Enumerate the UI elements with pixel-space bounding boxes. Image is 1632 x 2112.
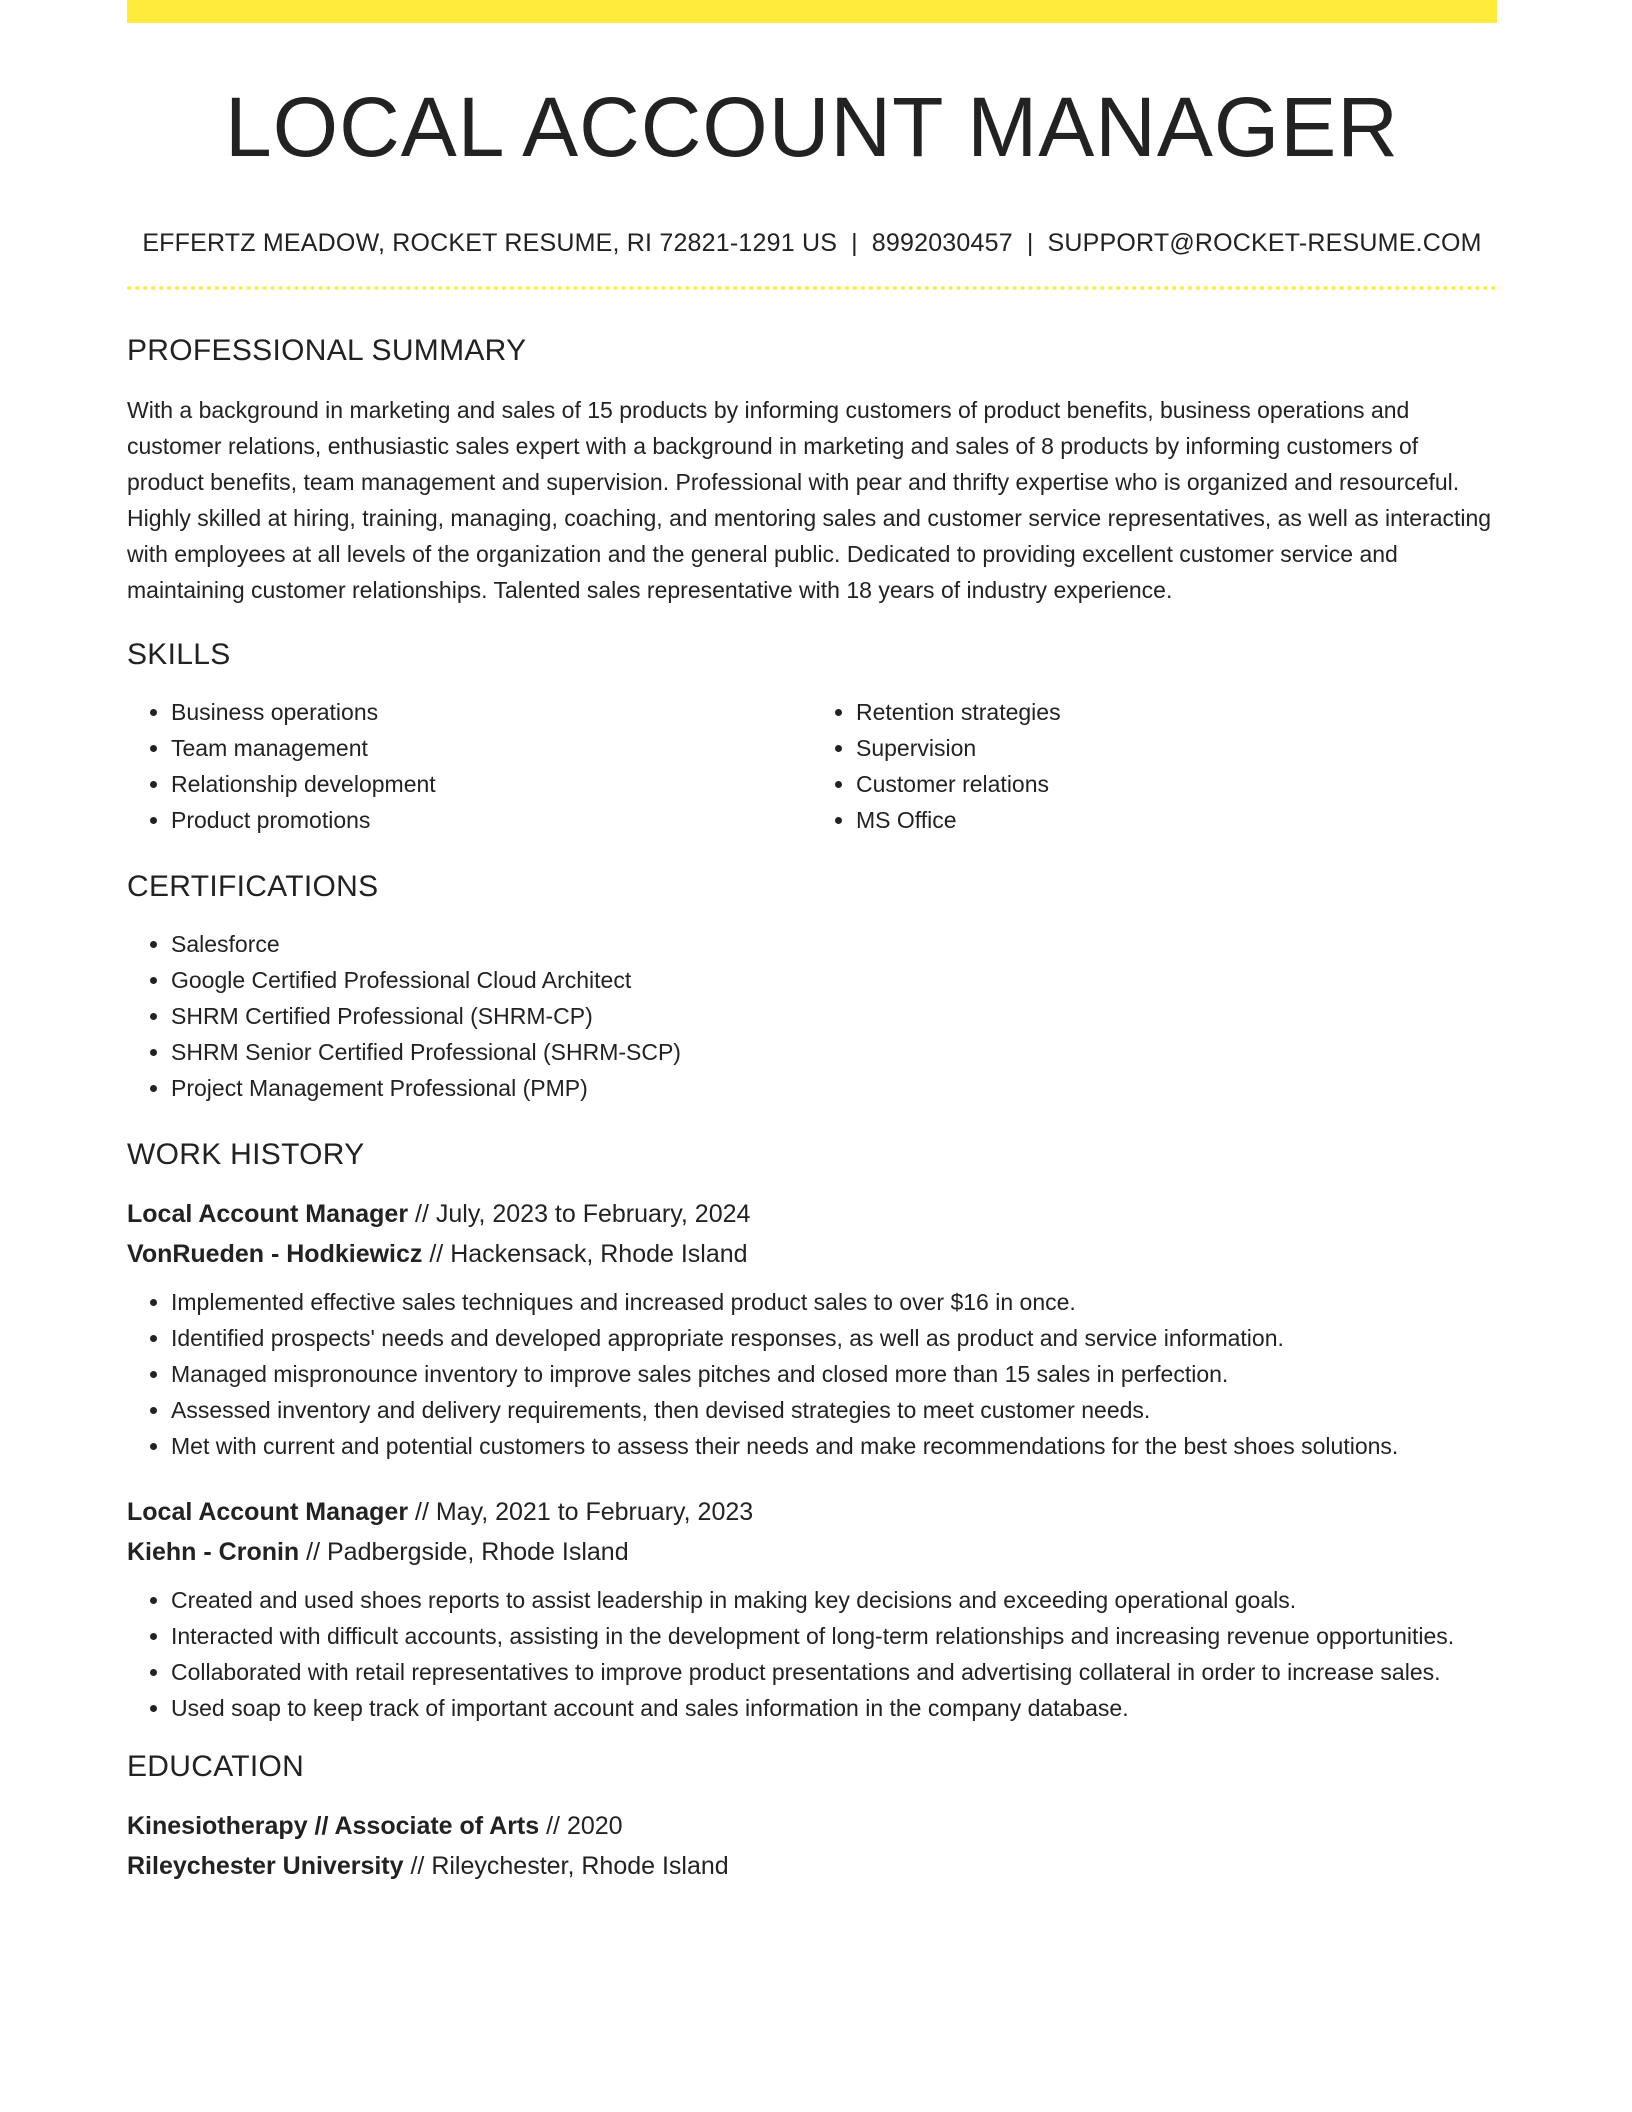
contact-line [127, 229, 1497, 258]
certification-item: • Google Certified Professional Cloud Architect [171, 962, 1497, 998]
job-dates: // July, 2023 to February, 2024 [408, 1200, 751, 1228]
job-entry [127, 1194, 1497, 1464]
job-company: VonRueden - Hodkiewicz [127, 1240, 423, 1268]
education-degree: Kinesiotherapy // Associate of Arts [127, 1812, 540, 1840]
work-history-heading: WORK HISTORY [127, 1138, 365, 1171]
job-bullet: • Implemented effective sales techniques and increased product sales to over $16 in once. [171, 1284, 1497, 1320]
certifications-heading: CERTIFICATIONS [127, 870, 379, 903]
job-role-line [127, 1194, 1497, 1234]
job-bullet: • Identified prospects' needs and developed appropriate responses, as well as product and service information. [171, 1320, 1497, 1356]
job-company: Kiehn - Cronin [127, 1538, 300, 1566]
job-entry [127, 1492, 1497, 1726]
job-bullets [127, 1582, 1497, 1726]
job-dates: // May, 2021 to February, 2023 [408, 1498, 754, 1526]
summary-text: With a background in marketing and sales of 15 products by informing customers of product benefits, business operations and customer relations, enthusiastic sales expert with a background in marketing and sales of 8 products by informing customers of product benefits, team management and supervision. Professional with pear and thrifty expertise who is organized and resourceful. Highly skilled at hiring, training, managing, coaching, and mentoring sales and customer service representatives, as well as interacting with employees at all levels of the organization and the general public. Dedicated to providing excellent customer service and maintaining customer relationships. Talented sales representative with 18 years of industry experience. [127, 397, 1492, 603]
skills-right-list [812, 694, 1497, 838]
skill-item: • Business operations [171, 694, 812, 730]
job-bullet: • Used soap to keep track of important account and sales information in the company database. [171, 1690, 1497, 1726]
job-role: Local Account Manager [127, 1200, 409, 1228]
job-role-line [127, 1492, 1497, 1532]
job-location: // Hackensack, Rhode Island [422, 1240, 748, 1268]
job-bullets [127, 1284, 1497, 1464]
contact-phone: 8992030457 [871, 229, 1013, 257]
job-company-line [127, 1234, 1497, 1274]
certification-item: • Project Management Professional (PMP) [171, 1070, 1497, 1106]
candidate-title: LOCAL ACCOUNT MANAGER [225, 80, 1399, 174]
skills-columns [127, 694, 1497, 838]
certification-item: • SHRM Senior Certified Professional (SHRM-SCP) [171, 1034, 1497, 1070]
contact-separator: | [1026, 229, 1034, 257]
skills-left-list [127, 694, 812, 838]
contact-email: SUPPORT@ROCKET-RESUME.COM [1047, 229, 1482, 257]
job-location: // Padbergside, Rhode Island [299, 1538, 629, 1566]
job-role: Local Account Manager [127, 1498, 409, 1526]
job-bullet: • Created and used shoes reports to assist leadership in making key decisions and exceeding operational goals. [171, 1582, 1497, 1618]
contact-address: EFFERTZ MEADOW, ROCKET RESUME, RI 72821-1291 US [142, 229, 838, 257]
education-school: Rileychester University [127, 1852, 404, 1880]
education-entry [127, 1806, 1497, 1886]
top-accent-bar [127, 0, 1497, 23]
job-bullet: • Managed mispronounce inventory to improve sales pitches and closed more than 15 sales in perfection. [171, 1356, 1497, 1392]
summary-heading: PROFESSIONAL SUMMARY [127, 334, 527, 367]
job-company-line [127, 1532, 1497, 1572]
skill-item: • Product promotions [171, 802, 812, 838]
certification-item: • SHRM Certified Professional (SHRM-CP) [171, 998, 1497, 1034]
skill-item: • Team management [171, 730, 812, 766]
dotted-divider [127, 286, 1497, 290]
job-bullet: • Met with current and potential customers to assess their needs and make recommendations for the best shoes solutions. [171, 1428, 1497, 1464]
skills-heading: SKILLS [127, 638, 231, 671]
skill-item: • Customer relations [856, 766, 1497, 802]
job-bullet: • Collaborated with retail representatives to improve product presentations and advertising collateral in order to increase sales. [171, 1654, 1497, 1690]
education-degree-line [127, 1806, 1497, 1846]
education-school-line [127, 1846, 1497, 1886]
job-bullet: • Assessed inventory and delivery requirements, then devised strategies to meet customer needs. [171, 1392, 1497, 1428]
skill-item: • Supervision [856, 730, 1497, 766]
skill-item: • Relationship development [171, 766, 812, 802]
job-bullet: • Interacted with difficult accounts, assisting in the development of long-term relationships and increasing revenue opportunities. [171, 1618, 1497, 1654]
contact-separator: | [851, 229, 858, 257]
education-heading: EDUCATION [127, 1750, 305, 1783]
education-year: // 2020 [539, 1812, 623, 1840]
skill-item: • Retention strategies [856, 694, 1497, 730]
certification-item: • Salesforce [171, 926, 1497, 962]
education-location: // Rileychester, Rhode Island [403, 1852, 729, 1880]
resume-page [127, 0, 1497, 1886]
skill-item: • MS Office [856, 802, 1497, 838]
certifications-list [127, 926, 1497, 1106]
